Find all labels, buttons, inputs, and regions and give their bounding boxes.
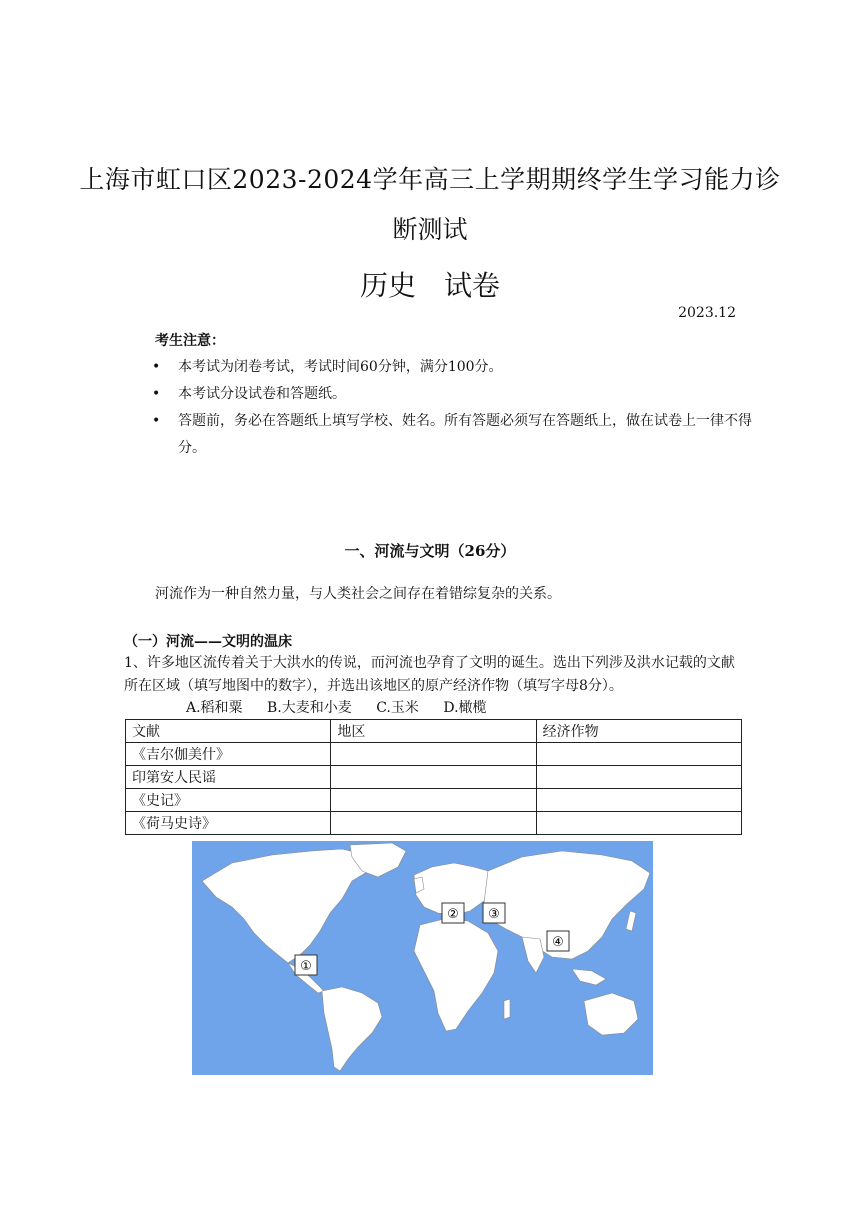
table-header-cell: 经济作物 <box>536 720 741 743</box>
table-cell <box>331 766 536 789</box>
notice-list <box>152 354 752 462</box>
notice-heading: 考生注意： <box>155 333 225 349</box>
question-1-text: 1、许多地区流传着关于大洪水的传说，而河流也孕育了文明的诞生。选出下列涉及洪水记载的文献所在区域（填写地图中的数字），并选出该地区的原产经济作物（填写字母8分）。 <box>124 655 735 694</box>
table-header-row <box>126 720 742 743</box>
marker-4-label: ④ <box>552 935 564 950</box>
option-a: A.稻和粟 <box>186 700 243 716</box>
section-title: 一、河流与文明（26分） <box>344 542 516 560</box>
option-b: B.大麦和小麦 <box>267 700 352 716</box>
title-line-2: 断测试 <box>392 215 468 244</box>
answer-options <box>186 697 507 717</box>
world-map <box>192 841 653 1075</box>
marker-2-label: ② <box>447 907 459 922</box>
title-line-1: 上海市虹口区2023-2024学年高三上学期期终学生学习能力诊 <box>79 165 781 194</box>
option-c: C.玉米 <box>376 700 419 716</box>
marker-1 <box>295 955 317 975</box>
table-cell <box>331 789 536 812</box>
table-row <box>126 812 742 835</box>
table-cell <box>536 812 741 835</box>
subject-title: 历史 试卷 <box>359 269 500 302</box>
table-cell <box>331 812 536 835</box>
table-cell <box>536 766 741 789</box>
table-row <box>126 789 742 812</box>
table-row <box>126 766 742 789</box>
notice-item: • 本考试分设试卷和答题纸。 <box>152 381 752 408</box>
madagascar <box>504 999 510 1019</box>
marker-3 <box>483 903 505 923</box>
table-cell <box>536 743 741 766</box>
table-row <box>126 743 742 766</box>
sub-heading: （一）河流——文明的温床 <box>124 634 292 650</box>
notice-item: • 本考试为闭卷考试，考试时间60分钟，满分100分。 <box>152 354 752 381</box>
table-cell: 《史记》 <box>126 789 331 812</box>
section-intro: 河流作为一种自然力量，与人类社会之间存在着错综复杂的关系。 <box>155 586 561 602</box>
notice-item: • 答题前，务必在答题纸上填写学校、姓名。所有答题必须写在答题纸上，做在试卷上一律不得分。 <box>152 408 752 462</box>
table-header-cell: 地区 <box>331 720 536 743</box>
table-cell: 印第安人民谣 <box>126 766 331 789</box>
table-cell <box>331 743 536 766</box>
marker-3-label: ③ <box>488 907 500 922</box>
table-cell: 《吉尔伽美什》 <box>126 743 331 766</box>
table-cell: 《荷马史诗》 <box>126 812 331 835</box>
marker-4 <box>547 931 569 951</box>
exam-date: 2023.12 <box>678 305 736 321</box>
table-cell <box>536 789 741 812</box>
marker-1-label: ① <box>300 959 312 974</box>
answer-table <box>125 719 742 835</box>
marker-2 <box>442 903 464 923</box>
option-d: D.橄榄 <box>443 700 487 716</box>
table-header-cell: 文献 <box>126 720 331 743</box>
